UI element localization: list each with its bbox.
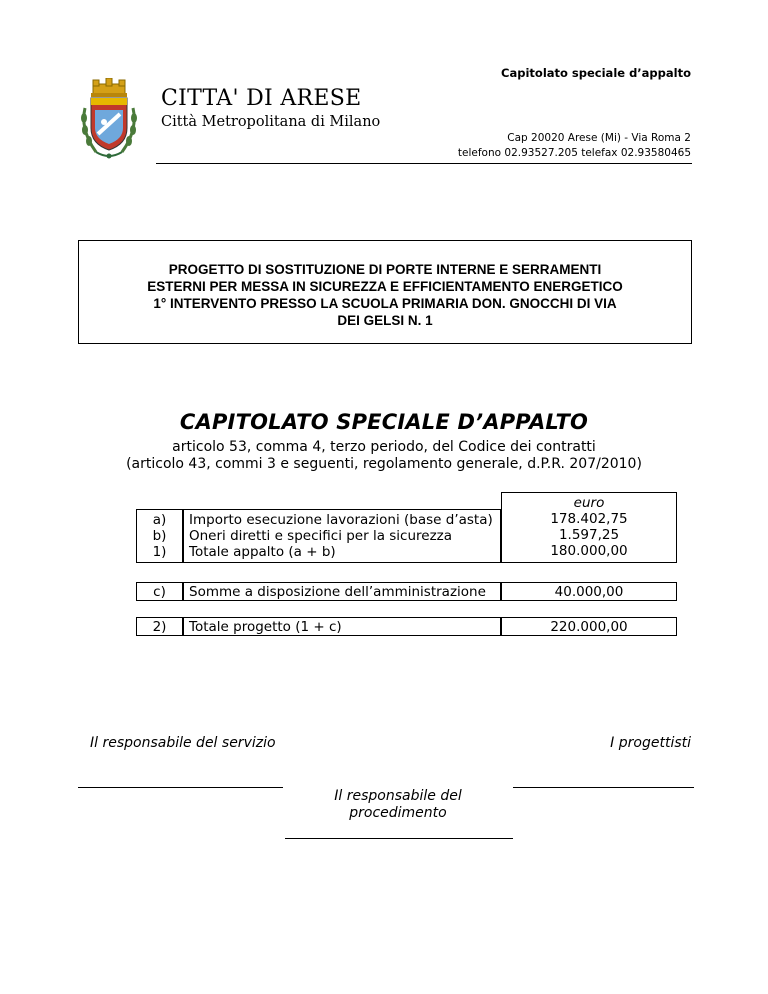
city-subtitle: Città Metropolitana di Milano — [161, 114, 381, 130]
document-type-label: Capitolato speciale d’appalto — [501, 66, 691, 80]
row-value: 220.000,00 — [501, 617, 677, 636]
project-title — [79, 261, 691, 329]
project-title-line: 1° INTERVENTO PRESSO LA SCUOLA PRIMARIA DON. GNOCCHI DI VIA — [153, 296, 617, 311]
row-value: 180.000,00 — [550, 543, 628, 559]
signature-label-line: procedimento — [349, 805, 447, 821]
signature-label-line: Il responsabile del — [334, 788, 462, 804]
header-divider — [156, 163, 692, 164]
currency-label: euro — [573, 495, 605, 511]
cost-descriptions-cell — [183, 509, 501, 563]
signature-label-designers: I progettisti — [610, 735, 691, 751]
legal-reference-line: (articolo 43, commi 3 e seguenti, regolamento generale, d.P.R. 207/2010) — [126, 456, 642, 472]
row-letter: c) — [136, 582, 183, 601]
project-title-line: ESTERNI PER MESSA IN SICUREZZA E EFFICIENTAMENTO ENERGETICO — [147, 279, 623, 294]
contact-line: telefono 02.93527.205 telefax 02.93580465 — [457, 147, 691, 159]
address-line: Cap 20020 Arese (Mi) - Via Roma 2 — [507, 132, 691, 144]
row-description: Somme a disposizione dell’amministrazione — [183, 582, 501, 601]
row-value: 178.402,75 — [550, 511, 628, 527]
signature-line — [285, 838, 513, 839]
project-title-box — [78, 240, 692, 344]
row-description: Oneri diretti e specifici per la sicurezza — [189, 528, 453, 544]
row-letter: b) — [152, 528, 167, 544]
row-value: 40.000,00 — [501, 582, 677, 601]
city-name: CITTA' DI ARESE — [161, 86, 362, 111]
signature-line — [78, 787, 283, 788]
signature-label-procedure — [300, 788, 496, 822]
row-letter: 2) — [136, 617, 183, 636]
row-description: Totale progetto (1 + c) — [183, 617, 501, 636]
legal-reference-line: articolo 53, comma 4, terzo periodo, del Codice dei contratti — [172, 439, 596, 455]
document-title: CAPITOLATO SPECIALE D’APPALTO — [179, 410, 589, 434]
cost-letters-cell — [136, 509, 183, 563]
signature-line — [513, 787, 694, 788]
project-title-line: PROGETTO DI SOSTITUZIONE DI PORTE INTERNE E SERRAMENTI — [168, 262, 602, 277]
coat-of-arms-icon — [76, 78, 142, 166]
city-crest-logo — [76, 78, 142, 166]
row-letter: a) — [152, 512, 167, 528]
project-title-line: DEI GELSI N. 1 — [337, 313, 433, 328]
row-description: Totale appalto (a + b) — [189, 544, 336, 560]
row-description: Importo esecuzione lavorazioni (base d’asta) — [189, 512, 493, 528]
row-letter: 1) — [152, 544, 167, 560]
row-value: 1.597,25 — [558, 527, 620, 543]
cost-values-cell — [501, 492, 677, 563]
signature-label-service: Il responsabile del servizio — [90, 735, 276, 751]
